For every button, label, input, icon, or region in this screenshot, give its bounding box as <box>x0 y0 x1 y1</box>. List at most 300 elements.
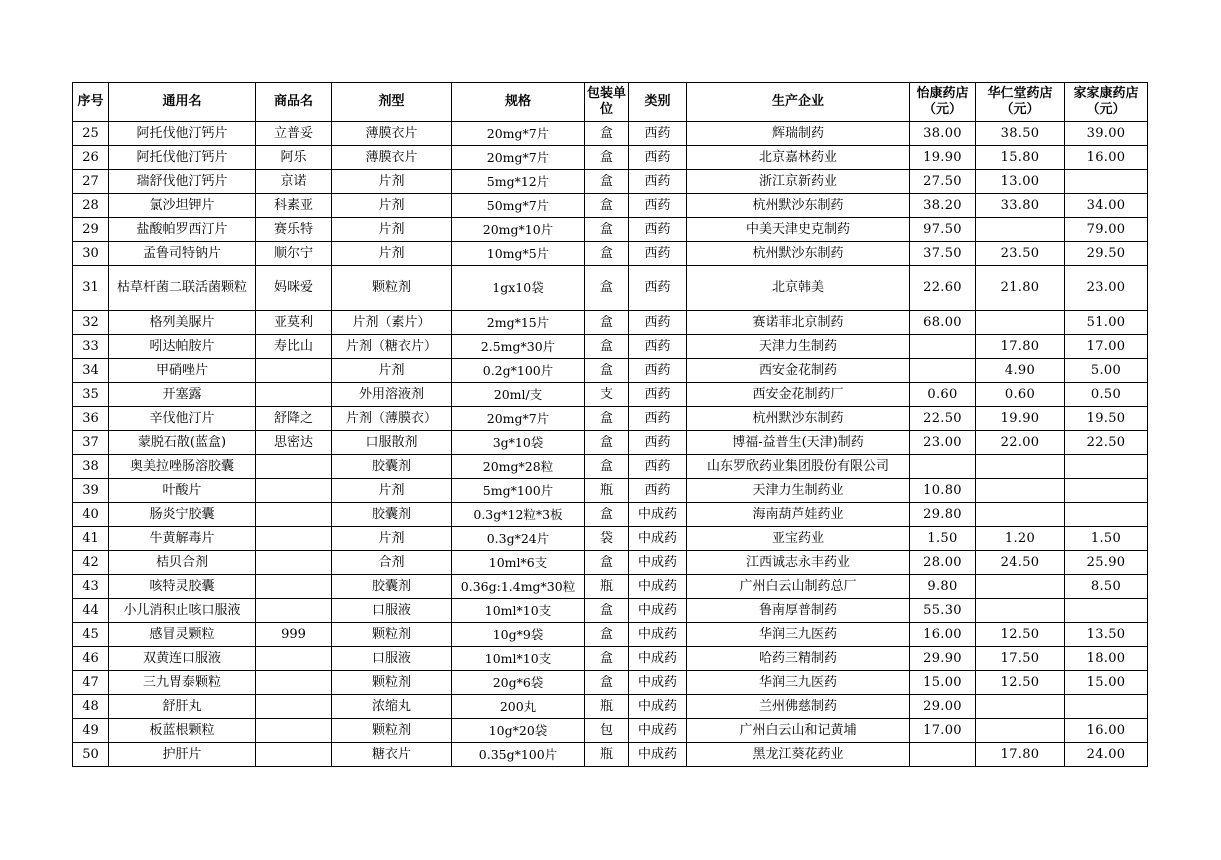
cell-brand-name <box>256 647 332 671</box>
cell-price-yikang: 22.50 <box>910 407 976 431</box>
cell-package-unit: 盒 <box>585 599 629 623</box>
cell-specification: 2.5mg*30片 <box>452 335 585 359</box>
cell-price-yikang: 19.90 <box>910 146 976 170</box>
cell-package-unit: 盒 <box>585 671 629 695</box>
cell-price-yikang: 38.00 <box>910 122 976 146</box>
cell-specification: 5mg*100片 <box>452 479 585 503</box>
cell-index: 40 <box>73 503 109 527</box>
cell-specification: 20mg*7片 <box>452 146 585 170</box>
cell-category: 中成药 <box>629 575 687 599</box>
cell-generic-name: 护肝片 <box>109 743 256 767</box>
cell-generic-name: 瑞舒伐他汀钙片 <box>109 170 256 194</box>
cell-price-huarentang: 24.50 <box>976 551 1065 575</box>
cell-category: 中成药 <box>629 599 687 623</box>
header-generic-name: 通用名 <box>109 83 256 122</box>
cell-price-jiajiakang: 13.50 <box>1065 623 1148 647</box>
cell-category: 西药 <box>629 218 687 242</box>
cell-dosage-form: 胶囊剂 <box>332 503 452 527</box>
cell-category: 西药 <box>629 455 687 479</box>
cell-price-yikang: 55.30 <box>910 599 976 623</box>
cell-price-yikang: 29.00 <box>910 695 976 719</box>
cell-price-jiajiakang <box>1065 170 1148 194</box>
cell-category: 西药 <box>629 359 687 383</box>
table-row <box>73 695 1148 719</box>
cell-brand-name: 亚莫利 <box>256 311 332 335</box>
cell-category: 西药 <box>629 194 687 218</box>
cell-dosage-form: 片剂 <box>332 218 452 242</box>
cell-price-yikang <box>910 743 976 767</box>
cell-generic-name: 三九胃泰颗粒 <box>109 671 256 695</box>
cell-specification: 20ml/支 <box>452 383 585 407</box>
cell-index: 28 <box>73 194 109 218</box>
cell-brand-name <box>256 671 332 695</box>
cell-price-yikang <box>910 335 976 359</box>
cell-package-unit: 支 <box>585 383 629 407</box>
cell-category: 西药 <box>629 146 687 170</box>
cell-index: 25 <box>73 122 109 146</box>
cell-price-yikang: 68.00 <box>910 311 976 335</box>
cell-index: 47 <box>73 671 109 695</box>
cell-specification: 20g*6袋 <box>452 671 585 695</box>
cell-package-unit: 袋 <box>585 527 629 551</box>
cell-category: 西药 <box>629 407 687 431</box>
table-row <box>73 122 1148 146</box>
cell-dosage-form: 糖衣片 <box>332 743 452 767</box>
cell-category: 西药 <box>629 479 687 503</box>
table-row <box>73 311 1148 335</box>
cell-generic-name: 叶酸片 <box>109 479 256 503</box>
cell-specification: 10ml*10支 <box>452 647 585 671</box>
cell-manufacturer: 中美天津史克制药 <box>687 218 910 242</box>
cell-price-huarentang: 21.80 <box>976 266 1065 311</box>
cell-price-huarentang: 1.20 <box>976 527 1065 551</box>
cell-price-jiajiakang: 16.00 <box>1065 146 1148 170</box>
cell-price-jiajiakang: 39.00 <box>1065 122 1148 146</box>
cell-price-huarentang <box>976 719 1065 743</box>
cell-category: 中成药 <box>629 671 687 695</box>
cell-price-yikang: 0.60 <box>910 383 976 407</box>
cell-index: 48 <box>73 695 109 719</box>
cell-category: 中成药 <box>629 503 687 527</box>
cell-price-jiajiakang: 19.50 <box>1065 407 1148 431</box>
cell-price-huarentang: 12.50 <box>976 623 1065 647</box>
cell-dosage-form: 口服液 <box>332 599 452 623</box>
header-package-unit: 包装单位 <box>585 83 629 122</box>
table-row <box>73 503 1148 527</box>
cell-manufacturer: 江西诚志永丰药业 <box>687 551 910 575</box>
cell-manufacturer: 黑龙江葵花药业 <box>687 743 910 767</box>
cell-package-unit: 盒 <box>585 503 629 527</box>
cell-price-jiajiakang: 8.50 <box>1065 575 1148 599</box>
cell-brand-name <box>256 695 332 719</box>
cell-package-unit: 瓶 <box>585 479 629 503</box>
table-row <box>73 455 1148 479</box>
header-index: 序号 <box>73 83 109 122</box>
table-row <box>73 194 1148 218</box>
cell-price-jiajiakang: 29.50 <box>1065 242 1148 266</box>
cell-dosage-form: 浓缩丸 <box>332 695 452 719</box>
cell-price-jiajiakang: 79.00 <box>1065 218 1148 242</box>
cell-index: 29 <box>73 218 109 242</box>
cell-price-jiajiakang <box>1065 503 1148 527</box>
cell-generic-name: 感冒灵颗粒 <box>109 623 256 647</box>
cell-package-unit: 盒 <box>585 122 629 146</box>
table-row <box>73 242 1148 266</box>
cell-price-yikang: 23.00 <box>910 431 976 455</box>
header-specification: 规格 <box>452 83 585 122</box>
cell-category: 西药 <box>629 311 687 335</box>
cell-price-yikang: 16.00 <box>910 623 976 647</box>
cell-specification: 5mg*12片 <box>452 170 585 194</box>
cell-package-unit: 盒 <box>585 311 629 335</box>
cell-manufacturer: 亚宝药业 <box>687 527 910 551</box>
cell-brand-name <box>256 719 332 743</box>
cell-specification: 3g*10袋 <box>452 431 585 455</box>
cell-price-jiajiakang: 0.50 <box>1065 383 1148 407</box>
cell-index: 36 <box>73 407 109 431</box>
cell-manufacturer: 北京韩美 <box>687 266 910 311</box>
cell-generic-name: 开塞露 <box>109 383 256 407</box>
cell-price-huarentang: 12.50 <box>976 671 1065 695</box>
cell-index: 44 <box>73 599 109 623</box>
cell-dosage-form: 颗粒剂 <box>332 719 452 743</box>
cell-index: 46 <box>73 647 109 671</box>
cell-specification: 20mg*7片 <box>452 122 585 146</box>
cell-price-jiajiakang <box>1065 455 1148 479</box>
table-body <box>73 122 1148 767</box>
cell-dosage-form: 颗粒剂 <box>332 266 452 311</box>
cell-price-jiajiakang: 23.00 <box>1065 266 1148 311</box>
cell-category: 中成药 <box>629 719 687 743</box>
cell-dosage-form: 合剂 <box>332 551 452 575</box>
cell-generic-name: 桔贝合剂 <box>109 551 256 575</box>
cell-price-huarentang: 17.80 <box>976 743 1065 767</box>
cell-category: 西药 <box>629 383 687 407</box>
table-row <box>73 431 1148 455</box>
table-row <box>73 146 1148 170</box>
cell-package-unit: 盒 <box>585 170 629 194</box>
cell-price-huarentang <box>976 479 1065 503</box>
cell-generic-name: 盐酸帕罗西汀片 <box>109 218 256 242</box>
cell-price-jiajiakang: 51.00 <box>1065 311 1148 335</box>
cell-generic-name: 双黄连口服液 <box>109 647 256 671</box>
cell-price-jiajiakang: 34.00 <box>1065 194 1148 218</box>
cell-brand-name <box>256 383 332 407</box>
table-row <box>73 551 1148 575</box>
cell-brand-name <box>256 743 332 767</box>
cell-manufacturer: 哈药三精制药 <box>687 647 910 671</box>
cell-price-huarentang: 38.50 <box>976 122 1065 146</box>
table-row <box>73 383 1148 407</box>
header-price-jiajiakang: 家家康药店（元） <box>1065 83 1148 122</box>
cell-dosage-form: 薄膜衣片 <box>332 122 452 146</box>
price-comparison-table <box>72 82 1148 767</box>
cell-specification: 20mg*10片 <box>452 218 585 242</box>
cell-price-jiajiakang <box>1065 695 1148 719</box>
cell-price-huarentang <box>976 599 1065 623</box>
cell-price-huarentang <box>976 503 1065 527</box>
cell-generic-name: 吲达帕胺片 <box>109 335 256 359</box>
cell-dosage-form: 口服液 <box>332 647 452 671</box>
cell-package-unit: 瓶 <box>585 743 629 767</box>
table-row <box>73 218 1148 242</box>
cell-dosage-form: 片剂 <box>332 194 452 218</box>
cell-manufacturer: 赛诺菲北京制药 <box>687 311 910 335</box>
cell-manufacturer: 天津力生制药 <box>687 335 910 359</box>
cell-manufacturer: 广州白云山和记黄埔 <box>687 719 910 743</box>
cell-price-huarentang <box>976 455 1065 479</box>
cell-price-huarentang: 15.80 <box>976 146 1065 170</box>
cell-price-huarentang <box>976 695 1065 719</box>
header-category: 类别 <box>629 83 687 122</box>
cell-index: 42 <box>73 551 109 575</box>
cell-dosage-form: 片剂 <box>332 359 452 383</box>
cell-category: 西药 <box>629 170 687 194</box>
cell-generic-name: 甲硝唑片 <box>109 359 256 383</box>
cell-specification: 200丸 <box>452 695 585 719</box>
cell-price-jiajiakang: 25.90 <box>1065 551 1148 575</box>
cell-generic-name: 小儿消积止咳口服液 <box>109 599 256 623</box>
table-row <box>73 671 1148 695</box>
cell-price-yikang: 29.90 <box>910 647 976 671</box>
cell-price-yikang: 97.50 <box>910 218 976 242</box>
cell-price-yikang: 37.50 <box>910 242 976 266</box>
cell-price-huarentang: 17.80 <box>976 335 1065 359</box>
cell-specification: 0.2g*100片 <box>452 359 585 383</box>
table-row <box>73 743 1148 767</box>
cell-index: 39 <box>73 479 109 503</box>
header-dosage-form: 剂型 <box>332 83 452 122</box>
cell-price-huarentang: 22.00 <box>976 431 1065 455</box>
cell-price-jiajiakang: 18.00 <box>1065 647 1148 671</box>
cell-dosage-form: 片剂（素片） <box>332 311 452 335</box>
cell-dosage-form: 薄膜衣片 <box>332 146 452 170</box>
cell-manufacturer: 杭州默沙东制药 <box>687 242 910 266</box>
cell-brand-name <box>256 479 332 503</box>
cell-dosage-form: 片剂 <box>332 170 452 194</box>
cell-generic-name: 阿托伐他汀钙片 <box>109 122 256 146</box>
cell-category: 中成药 <box>629 743 687 767</box>
cell-price-yikang: 15.00 <box>910 671 976 695</box>
header-row <box>73 83 1148 122</box>
cell-index: 27 <box>73 170 109 194</box>
cell-manufacturer: 华润三九医药 <box>687 623 910 647</box>
cell-price-jiajiakang: 5.00 <box>1065 359 1148 383</box>
cell-specification: 10mg*5片 <box>452 242 585 266</box>
cell-package-unit: 盒 <box>585 647 629 671</box>
cell-package-unit: 盒 <box>585 146 629 170</box>
cell-manufacturer: 北京嘉林药业 <box>687 146 910 170</box>
cell-specification: 10ml*6支 <box>452 551 585 575</box>
cell-index: 30 <box>73 242 109 266</box>
cell-brand-name <box>256 599 332 623</box>
cell-price-yikang: 28.00 <box>910 551 976 575</box>
cell-generic-name: 氯沙坦钾片 <box>109 194 256 218</box>
cell-dosage-form: 片剂 <box>332 527 452 551</box>
cell-package-unit: 盒 <box>585 407 629 431</box>
cell-manufacturer: 浙江京新药业 <box>687 170 910 194</box>
cell-specification: 0.35g*100片 <box>452 743 585 767</box>
cell-manufacturer: 鲁南厚普制药 <box>687 599 910 623</box>
cell-price-jiajiakang: 15.00 <box>1065 671 1148 695</box>
cell-manufacturer: 华润三九医药 <box>687 671 910 695</box>
cell-price-jiajiakang: 1.50 <box>1065 527 1148 551</box>
cell-specification: 20mg*7片 <box>452 407 585 431</box>
cell-price-huarentang <box>976 218 1065 242</box>
cell-dosage-form: 片剂（糖衣片） <box>332 335 452 359</box>
cell-price-huarentang: 23.50 <box>976 242 1065 266</box>
cell-category: 中成药 <box>629 527 687 551</box>
cell-brand-name: 赛乐特 <box>256 218 332 242</box>
cell-dosage-form: 胶囊剂 <box>332 455 452 479</box>
cell-dosage-form: 片剂 <box>332 242 452 266</box>
cell-package-unit: 瓶 <box>585 575 629 599</box>
cell-index: 26 <box>73 146 109 170</box>
cell-manufacturer: 西安金花制药 <box>687 359 910 383</box>
cell-category: 中成药 <box>629 695 687 719</box>
header-price-yikang: 怡康药店（元） <box>910 83 976 122</box>
cell-category: 西药 <box>629 335 687 359</box>
cell-price-yikang: 9.80 <box>910 575 976 599</box>
table-row <box>73 359 1148 383</box>
cell-specification: 0.3g*12粒*3板 <box>452 503 585 527</box>
cell-generic-name: 咳特灵胶囊 <box>109 575 256 599</box>
cell-index: 37 <box>73 431 109 455</box>
cell-package-unit: 盒 <box>585 455 629 479</box>
cell-price-huarentang <box>976 311 1065 335</box>
cell-dosage-form: 外用溶液剂 <box>332 383 452 407</box>
cell-manufacturer: 兰州佛慈制药 <box>687 695 910 719</box>
cell-index: 35 <box>73 383 109 407</box>
cell-index: 45 <box>73 623 109 647</box>
cell-brand-name: 妈咪爱 <box>256 266 332 311</box>
cell-brand-name: 寿比山 <box>256 335 332 359</box>
cell-price-huarentang: 13.00 <box>976 170 1065 194</box>
cell-price-yikang: 27.50 <box>910 170 976 194</box>
cell-brand-name: 立普妥 <box>256 122 332 146</box>
cell-price-yikang <box>910 455 976 479</box>
cell-index: 41 <box>73 527 109 551</box>
cell-price-yikang: 38.20 <box>910 194 976 218</box>
cell-brand-name <box>256 575 332 599</box>
cell-specification: 10g*9袋 <box>452 623 585 647</box>
cell-package-unit: 盒 <box>585 266 629 311</box>
cell-package-unit: 盒 <box>585 431 629 455</box>
cell-brand-name: 科素亚 <box>256 194 332 218</box>
cell-specification: 50mg*7片 <box>452 194 585 218</box>
cell-price-jiajiakang: 17.00 <box>1065 335 1148 359</box>
cell-manufacturer: 博福-益普生(天津)制药 <box>687 431 910 455</box>
table-row <box>73 527 1148 551</box>
cell-brand-name <box>256 527 332 551</box>
cell-price-huarentang: 4.90 <box>976 359 1065 383</box>
cell-index: 32 <box>73 311 109 335</box>
cell-specification: 20mg*28粒 <box>452 455 585 479</box>
cell-category: 西药 <box>629 122 687 146</box>
cell-specification: 10ml*10支 <box>452 599 585 623</box>
cell-category: 西药 <box>629 266 687 311</box>
table-row <box>73 719 1148 743</box>
cell-manufacturer: 广州白云山制药总厂 <box>687 575 910 599</box>
cell-brand-name: 舒降之 <box>256 407 332 431</box>
cell-generic-name: 肠炎宁胶囊 <box>109 503 256 527</box>
cell-package-unit: 盒 <box>585 242 629 266</box>
cell-dosage-form: 片剂（薄膜衣） <box>332 407 452 431</box>
table-row <box>73 479 1148 503</box>
header-brand-name: 商品名 <box>256 83 332 122</box>
cell-brand-name: 999 <box>256 623 332 647</box>
cell-specification: 0.3g*24片 <box>452 527 585 551</box>
table-row <box>73 335 1148 359</box>
cell-price-huarentang: 33.80 <box>976 194 1065 218</box>
cell-package-unit: 盒 <box>585 623 629 647</box>
cell-specification: 2mg*15片 <box>452 311 585 335</box>
cell-generic-name: 枯草杆菌二联活菌颗粒 <box>109 266 256 311</box>
cell-price-huarentang: 17.50 <box>976 647 1065 671</box>
cell-manufacturer: 西安金花制药厂 <box>687 383 910 407</box>
cell-price-jiajiakang: 16.00 <box>1065 719 1148 743</box>
table-row <box>73 647 1148 671</box>
table-row <box>73 599 1148 623</box>
table-row <box>73 575 1148 599</box>
cell-dosage-form: 颗粒剂 <box>332 623 452 647</box>
cell-index: 49 <box>73 719 109 743</box>
cell-brand-name <box>256 503 332 527</box>
cell-brand-name: 思密达 <box>256 431 332 455</box>
cell-category: 中成药 <box>629 623 687 647</box>
cell-brand-name: 阿乐 <box>256 146 332 170</box>
header-price-huarentang: 华仁堂药店（元） <box>976 83 1065 122</box>
cell-price-jiajiakang: 24.00 <box>1065 743 1148 767</box>
cell-brand-name: 顺尔宁 <box>256 242 332 266</box>
cell-brand-name <box>256 455 332 479</box>
cell-generic-name: 牛黄解毒片 <box>109 527 256 551</box>
cell-dosage-form: 片剂 <box>332 479 452 503</box>
cell-category: 中成药 <box>629 647 687 671</box>
cell-generic-name: 板蓝根颗粒 <box>109 719 256 743</box>
cell-price-jiajiakang <box>1065 599 1148 623</box>
cell-generic-name: 格列美脲片 <box>109 311 256 335</box>
cell-generic-name: 奥美拉唑肠溶胶囊 <box>109 455 256 479</box>
cell-manufacturer: 海南葫芦娃药业 <box>687 503 910 527</box>
cell-generic-name: 孟鲁司特钠片 <box>109 242 256 266</box>
table-row <box>73 623 1148 647</box>
cell-index: 33 <box>73 335 109 359</box>
cell-manufacturer: 杭州默沙东制药 <box>687 194 910 218</box>
cell-index: 50 <box>73 743 109 767</box>
cell-package-unit: 包 <box>585 719 629 743</box>
cell-price-yikang: 17.00 <box>910 719 976 743</box>
cell-price-huarentang: 19.90 <box>976 407 1065 431</box>
cell-manufacturer: 辉瑞制药 <box>687 122 910 146</box>
cell-generic-name: 辛伐他汀片 <box>109 407 256 431</box>
table-row <box>73 407 1148 431</box>
cell-generic-name: 阿托伐他汀钙片 <box>109 146 256 170</box>
cell-specification: 10g*20袋 <box>452 719 585 743</box>
cell-price-jiajiakang: 22.50 <box>1065 431 1148 455</box>
cell-price-yikang: 10.80 <box>910 479 976 503</box>
cell-index: 31 <box>73 266 109 311</box>
cell-index: 34 <box>73 359 109 383</box>
table-row <box>73 266 1148 311</box>
cell-specification: 1gx10袋 <box>452 266 585 311</box>
cell-price-yikang: 22.60 <box>910 266 976 311</box>
cell-dosage-form: 口服散剂 <box>332 431 452 455</box>
cell-specification: 0.36g:1.4mg*30粒 <box>452 575 585 599</box>
cell-brand-name <box>256 551 332 575</box>
cell-dosage-form: 胶囊剂 <box>332 575 452 599</box>
table-row <box>73 170 1148 194</box>
